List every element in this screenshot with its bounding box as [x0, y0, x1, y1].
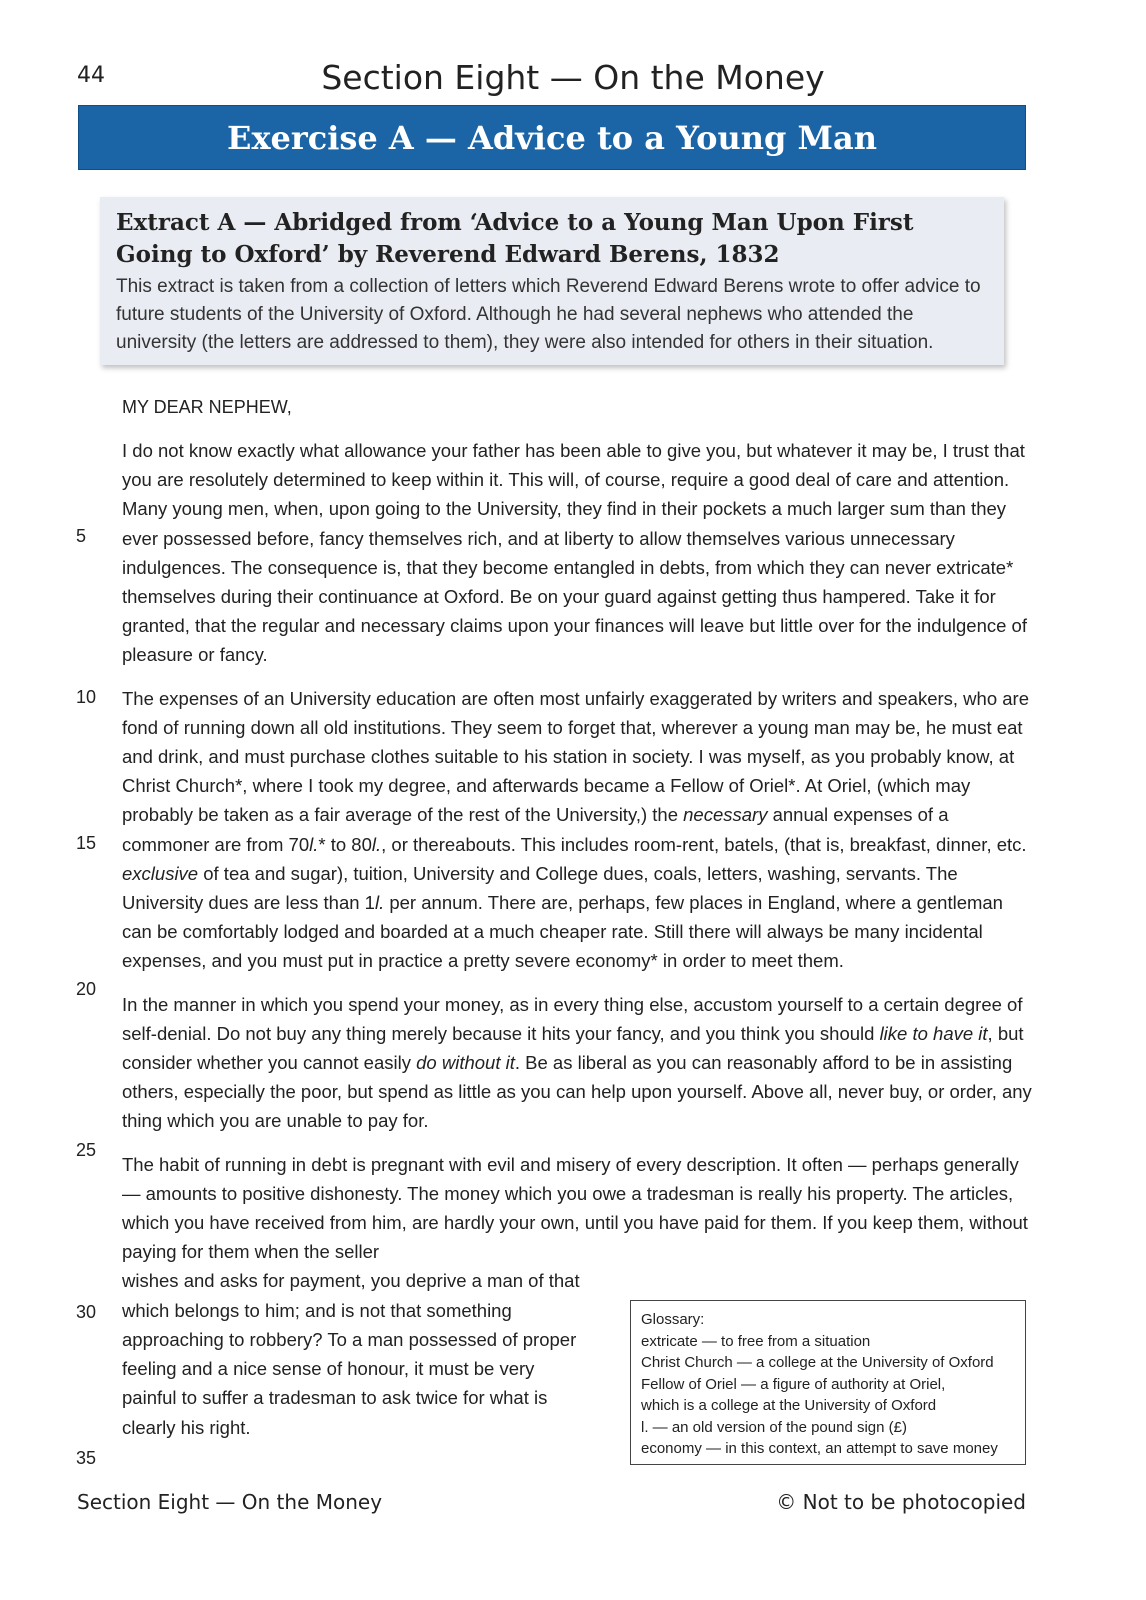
- extract-title: [116, 207, 988, 271]
- text-run: of tea and sugar), tuition, University and College dues, coals, letters, washing, servants. The University dues are less than 1: [122, 862, 958, 914]
- letter-paragraph-1: I do not know exactly what allowance your father has been able to give you, but whatever it may be, I trust that you are resolutely determined to keep within it. This will, of course, require a good deal of care and attention. Many young men, when, upon going to the University, they find in their pockets a much larger sum than they ever possessed before, fancy themselves rich, and at liberty to allow themselves various unnecessary indulgences. The consequence is, that they become entangled in debts, from which they can never extricate* themselves during their continuance at Oxford. Be on your guard against getting thus hampered. Take it for granted, that the regular and necessary claims upon your finances will leave but little over for the indulgence of pleasure or fancy.: [122, 440, 1027, 666]
- glossary-entry: Fellow of Oriel — a figure of authority at Oriel,: [641, 1375, 946, 1393]
- line-number: 10: [76, 687, 97, 707]
- glossary-box: [630, 1300, 1026, 1465]
- extract-title-line-2: Going to Oxford’ by Reverend Edward Berens, 1832: [116, 241, 780, 268]
- line-number: 30: [76, 1302, 97, 1322]
- text-run: * to 80: [318, 833, 372, 855]
- letter-paragraph-3: [122, 990, 1032, 1136]
- italic-text: do without it: [416, 1052, 515, 1074]
- italic-text: exclusive: [122, 862, 199, 884]
- extract-description: This extract is taken from a collection of letters which Reverend Edward Berens wrote to offer advice to future students of the University of Oxford. Although he had several nephews who attended the university (the letters are addressed to them), they were also intended for others in their situation.: [116, 276, 981, 353]
- line-number: 5: [76, 526, 87, 546]
- section-heading: Section Eight — On the Money: [321, 58, 825, 97]
- line-number: 35: [76, 1448, 97, 1468]
- glossary-entry: which is a college at the University of Oxford: [641, 1397, 937, 1414]
- glossary-entry: Christ Church — a college at the University of Oxford: [641, 1354, 994, 1371]
- text-run: In the manner in which you spend your money, as in every thing else, accustom yourself to a certain degree of self-denial. Do not buy any thing merely because it hits your fancy, and you think you should: [122, 993, 1023, 1044]
- letter-paragraph-2: [122, 684, 1032, 976]
- text-run: The expenses of an University education are often most unfairly exaggerated by writers and speakers, who are fond of running down all old institutions. They seem to forget that, wherever a young man may be, he must eat and drink, and must purchase clothes suitable to his station in society. I was myself, as you probably know, at Christ Church*, where I took my degree, and afterwards became a Fellow of Oriel*. At Oriel, (which may probably be taken as a fair average of the rest of the University,) the: [122, 687, 1029, 826]
- extract-intro-box: [100, 197, 1004, 365]
- letter-paragraph-4: The habit of running in debt is pregnant with evil and misery of every description. It often — perhaps generally — amounts to positive dishonesty. The money which you owe a tradesman is really his property. The articles, which you have received from him, are hardly your own, until you have paid for them. If you keep them, without paying for them when the seller: [122, 1153, 1028, 1263]
- glossary-entry: extricate — to free from a situation: [641, 1332, 871, 1350]
- line-number: 25: [76, 1140, 97, 1160]
- italic-text: like to have it: [879, 1022, 988, 1044]
- exercise-banner: [78, 105, 1026, 170]
- italic-text: l.: [309, 833, 319, 855]
- extract-title-line-1: Extract A — Abridged from ‘Advice to a Young Man Upon First: [116, 209, 914, 236]
- letter-body: [122, 392, 1032, 1456]
- exercise-title: Exercise A — Advice to a Young Man: [227, 118, 877, 157]
- footer-section-title: Section Eight — On the Money: [77, 1490, 383, 1514]
- letter-paragraph-4-continued: wishes and asks for payment, you deprive a man of that which belongs to him; and is not that something approaching to robbery? To a man possessed of proper feeling and a nice sense of honour, it must be very painful to suffer a tradesman to ask twice for what is clearly his right.: [122, 1270, 580, 1438]
- text-run: annual expenses of a commoner are from 70: [122, 804, 949, 855]
- italic-text: l.: [371, 833, 382, 855]
- text-run: , but consider whether you cannot easily: [122, 1022, 1024, 1074]
- glossary-heading: Glossary:: [641, 1311, 705, 1328]
- text-run: per annum. There are, perhaps, few places in England, where a gentleman can be comfortably lodged and boarded at a much cheaper rate. Still there will always be many incidental expenses, and you must put in practice a pretty severe economy* in order to meet them.: [122, 892, 1003, 972]
- italic-text: l.: [374, 892, 385, 914]
- text-run: , or thereabouts. This includes room-rent, batels, (that is, breakfast, dinner, etc.: [381, 833, 1027, 855]
- italic-text: necessary: [683, 804, 768, 826]
- glossary-entry: economy — in this context, an attempt to save money: [641, 1440, 998, 1457]
- footer-copyright-notice: © Not to be photocopied: [776, 1490, 1026, 1514]
- page-number: 44: [77, 63, 105, 88]
- line-number: 15: [76, 833, 97, 853]
- line-number: 20: [76, 979, 97, 999]
- text-run: . Be as liberal as you can reasonably afford to be in assisting others, especially the poor, but spend as little as you can help upon yourself. Above all, never buy, or order, any thing which you are unable to pay for.: [122, 1052, 1032, 1132]
- letter-salutation: MY DEAR NEPHEW,: [122, 397, 292, 417]
- glossary-entry: l. — an old version of the pound sign (£): [641, 1418, 907, 1436]
